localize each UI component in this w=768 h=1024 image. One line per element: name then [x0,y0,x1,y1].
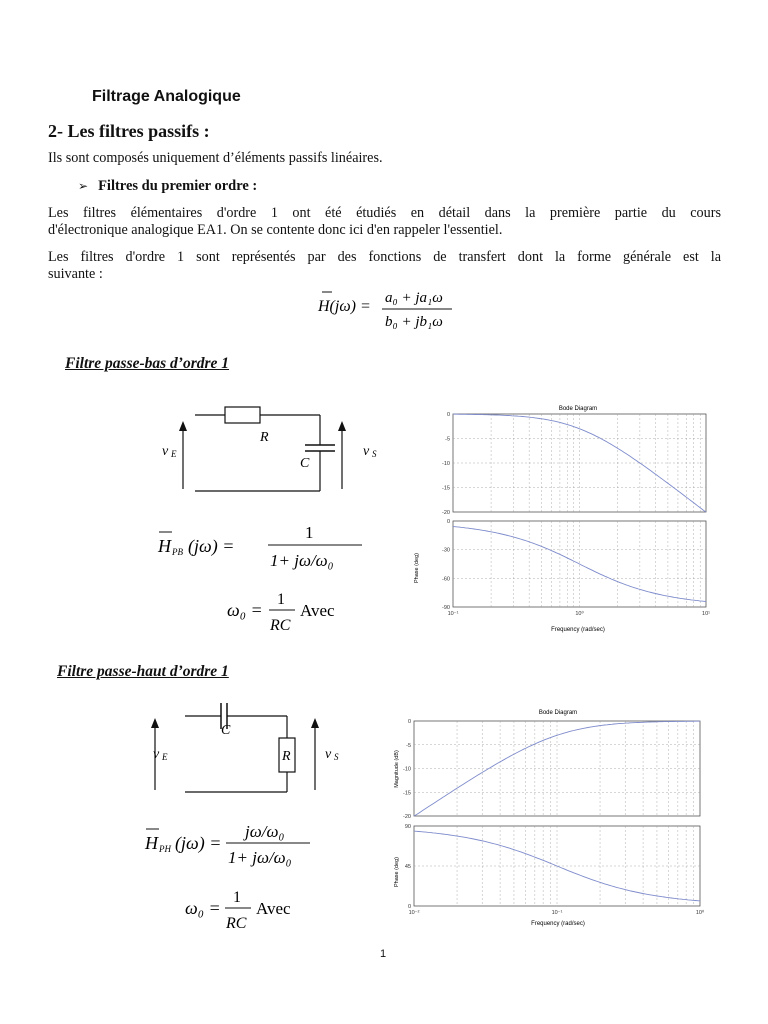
lowpass-circuit [150,395,380,500]
lowpass-avec: Avec [300,601,335,620]
paragraph-1-line-2: d'électronique analogique EA1. On se contente donc ici d'en rappeler l'essentiel. [48,222,503,238]
bode-title: Bode Diagram [538,710,578,716]
arrow-bullet-icon: ➢ [78,179,89,193]
lowpass-cutoff-formula [225,588,375,638]
lowpass-formula-lhs-rest: (jω) = [188,536,235,556]
phase-axis-label: Phase (deg) [394,857,400,887]
input-voltage-label: v [162,444,169,459]
highpass-formula-denominator: 1+ jω/ω₀ [228,848,292,867]
general-formula-numerator: a₀ + ja₁ω [385,290,443,306]
resistor-symbol [225,407,260,423]
bode-y-tick-label: -10 [403,766,411,773]
lowpass-formula-numerator: 1 [305,523,314,542]
bode-x-tick-label: 10⁻² [408,910,420,916]
bode-y-tick-label: 0 [446,519,450,525]
bode-y-tick-label: -15 [403,790,411,797]
general-transfer-formula [300,282,470,332]
bullet-item [78,178,257,195]
highpass-avec: Avec [256,899,291,918]
lowpass-formula-lhs: H [158,536,171,556]
bullet-label: Filtres du premier ordre : [98,178,258,194]
section-intro: Ils sont composés uniquement d’éléments passifs linéaires. [48,150,383,166]
highpass-bode-diagram [380,705,720,933]
bode-y-tick-label: 0 [407,719,411,725]
document-header: Filtrage Analogique [92,88,241,105]
bode-title: Bode Diagram [558,406,598,412]
bode-y-tick-label: -15 [442,485,450,492]
paragraph-1-line-1: Les filtres élémentaires d'ordre 1 ont été étudiés en détail dans la première partie du cours [48,205,721,221]
bode-y-tick-label: -10 [442,461,450,467]
highpass-formula-lhs-rest: (jω) = [175,833,222,853]
lowpass-omega-lhs: ω₀ = [227,600,263,620]
highpass-formula-subscript: PH [159,844,171,854]
phase-axis-label: Phase (deg) [414,553,420,583]
input-voltage-label: v [153,747,160,762]
bode-x-tick-label: 10⁰ [575,611,584,617]
paragraph-2-line-2: suivante : [48,266,103,282]
highpass-circuit [140,700,370,800]
resistor-label: R [260,430,269,445]
highpass-omega-lhs: ω₀ = [185,898,221,918]
bode-x-tick-label: 10⁰ [695,910,705,916]
lowpass-omega-denominator: RC [270,617,291,634]
output-voltage-label: v [325,747,332,762]
frequency-axis-label: Frequency (rad/sec) [551,627,605,633]
bode-y-tick-label: -20 [403,814,411,820]
magnitude-axis-label: Magnitude (dB) [394,750,400,788]
highpass-title: Filtre passe-haut d’ordre 1 [57,663,229,680]
bode-y-tick-label: 0 [446,412,450,418]
highpass-omega-numerator: 1 [233,889,241,906]
bode-y-tick-label: 90 [404,824,411,830]
frequency-axis-label: Frequency (rad/sec) [531,921,585,927]
capacitor-label: C [221,723,231,738]
bode-y-tick-label: -90 [442,605,450,611]
paragraph-2-line-1: Les filtres d'ordre 1 sont représentés par des fonctions de transfert dont la forme générale est la [48,249,721,265]
output-voltage-subscript: S [372,449,377,459]
input-voltage-subscript: E [171,449,177,459]
bode-x-tick-label: 10⁻¹ [447,611,459,617]
bode-x-tick-label: 10⁻¹ [551,910,563,916]
general-formula-lhs: H(jω) = [318,298,371,315]
lowpass-formula-subscript: PB [172,547,183,557]
bode-y-tick-label: -20 [442,510,450,516]
bode-x-tick-label: 10¹ [702,611,710,617]
highpass-formula-lhs: H [145,833,158,853]
lowpass-bode-diagram [400,400,720,640]
bode-y-tick-label: 45 [404,864,411,870]
lowpass-formula-denominator: 1+ jω/ω₀ [270,551,334,570]
highpass-formula-numerator: jω/ω₀ [245,822,285,841]
bode-y-tick-label: -60 [442,576,450,583]
bode-y-tick-label: -30 [442,547,450,554]
highpass-omega-denominator: RC [226,915,247,932]
page-number: 1 [380,948,387,960]
bode-y-tick-label: -5 [406,742,411,749]
resistor-label: R [282,749,291,764]
bode-y-tick-label: -5 [445,436,450,443]
lowpass-formula [150,518,375,578]
section-title: 2- Les filtres passifs : [48,121,210,141]
general-formula-denominator: b₀ + jb₁ω [385,314,443,330]
output-voltage-label: v [363,444,370,459]
lowpass-title: Filtre passe-bas d’ordre 1 [65,355,230,372]
output-voltage-subscript: S [334,752,339,762]
input-voltage-subscript: E [162,752,168,762]
highpass-formula [140,817,365,872]
bode-y-tick-label: 0 [407,904,411,910]
highpass-cutoff-formula [183,886,333,936]
lowpass-omega-numerator: 1 [277,591,285,608]
capacitor-label: C [300,456,310,471]
